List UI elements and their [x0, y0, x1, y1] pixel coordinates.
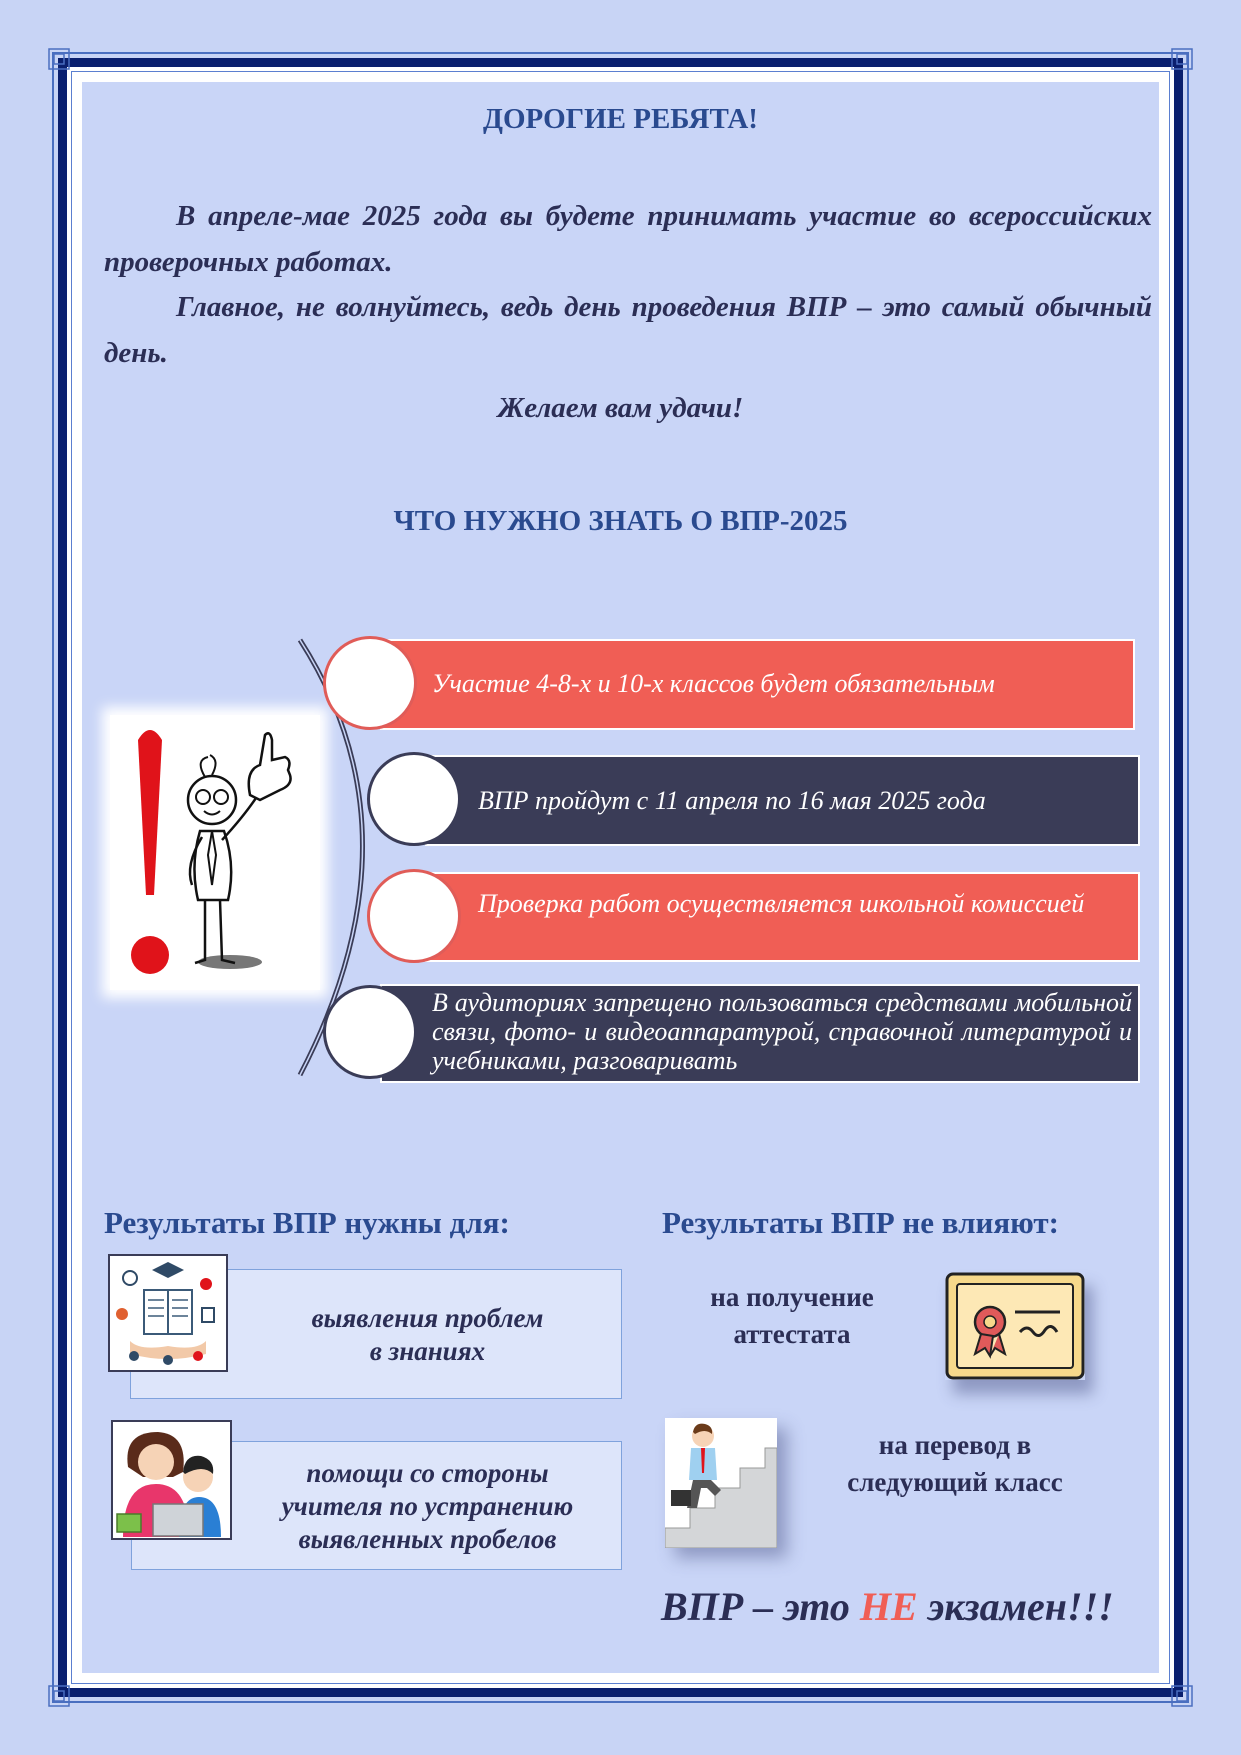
not-affect-text-2: на перевод в следующий класс	[847, 1430, 1063, 1497]
exclamation-man-icon	[110, 715, 320, 990]
corner-ornament-icon	[48, 1685, 70, 1707]
corner-ornament-icon	[1171, 48, 1193, 70]
fact-marker-1	[323, 636, 417, 730]
greeting-heading: ДОРОГИЕ РЕБЯТА!	[483, 103, 758, 135]
stairs-icon	[665, 1418, 777, 1548]
intro-paragraph-1: В апреле-мае 2025 года вы будете принимать участие во всероссийских проверочных работах.	[104, 200, 1152, 278]
fact-text-4: В аудиториях запрещено пользоваться средствами мобильной связи, фото- и видеоаппаратурой, справочной литературой и учебниками, разговаривать	[432, 988, 1132, 1075]
fact-text-3: Проверка работ осуществляется школьной комиссией	[478, 889, 1085, 918]
intro-paragraph-2: Главное, не волнуйтесь, ведь день проведения ВПР – это самый обычный день.	[104, 291, 1152, 369]
certificate-icon	[945, 1272, 1085, 1380]
not-affect-heading: Результаты ВПР не влияют:	[662, 1205, 1059, 1240]
corner-ornament-icon	[48, 48, 70, 70]
corner-ornament-icon	[1171, 1685, 1193, 1707]
not-affect-text-1: на получение аттестата	[710, 1282, 874, 1349]
slogan-text: ВПР – это НЕ экзамен!!!	[661, 1584, 1114, 1629]
thinking-man-illustration	[110, 715, 320, 990]
fact-text-2: ВПР пройдут с 11 апреля по 16 мая 2025 года	[478, 786, 986, 815]
needed-for-heading: Результаты ВПР нужны для:	[104, 1205, 510, 1240]
fact-marker-4	[323, 985, 417, 1079]
needed-for-text-1: выявления проблем в знаниях	[311, 1303, 544, 1366]
fact-marker-3	[367, 869, 461, 963]
teacher-student-icon	[111, 1420, 232, 1540]
school-subjects-icon	[108, 1254, 228, 1372]
needed-for-text-2: помощи со стороны учителя по устранению выявленных пробелов	[281, 1458, 574, 1554]
wish-text: Желаем вам удачи!	[497, 392, 744, 424]
fact-text-1: Участие 4-8-х и 10-х классов будет обязательным	[432, 669, 995, 698]
fact-marker-2	[367, 752, 461, 846]
facts-heading: ЧТО НУЖНО ЗНАТЬ О ВПР-2025	[393, 505, 848, 537]
